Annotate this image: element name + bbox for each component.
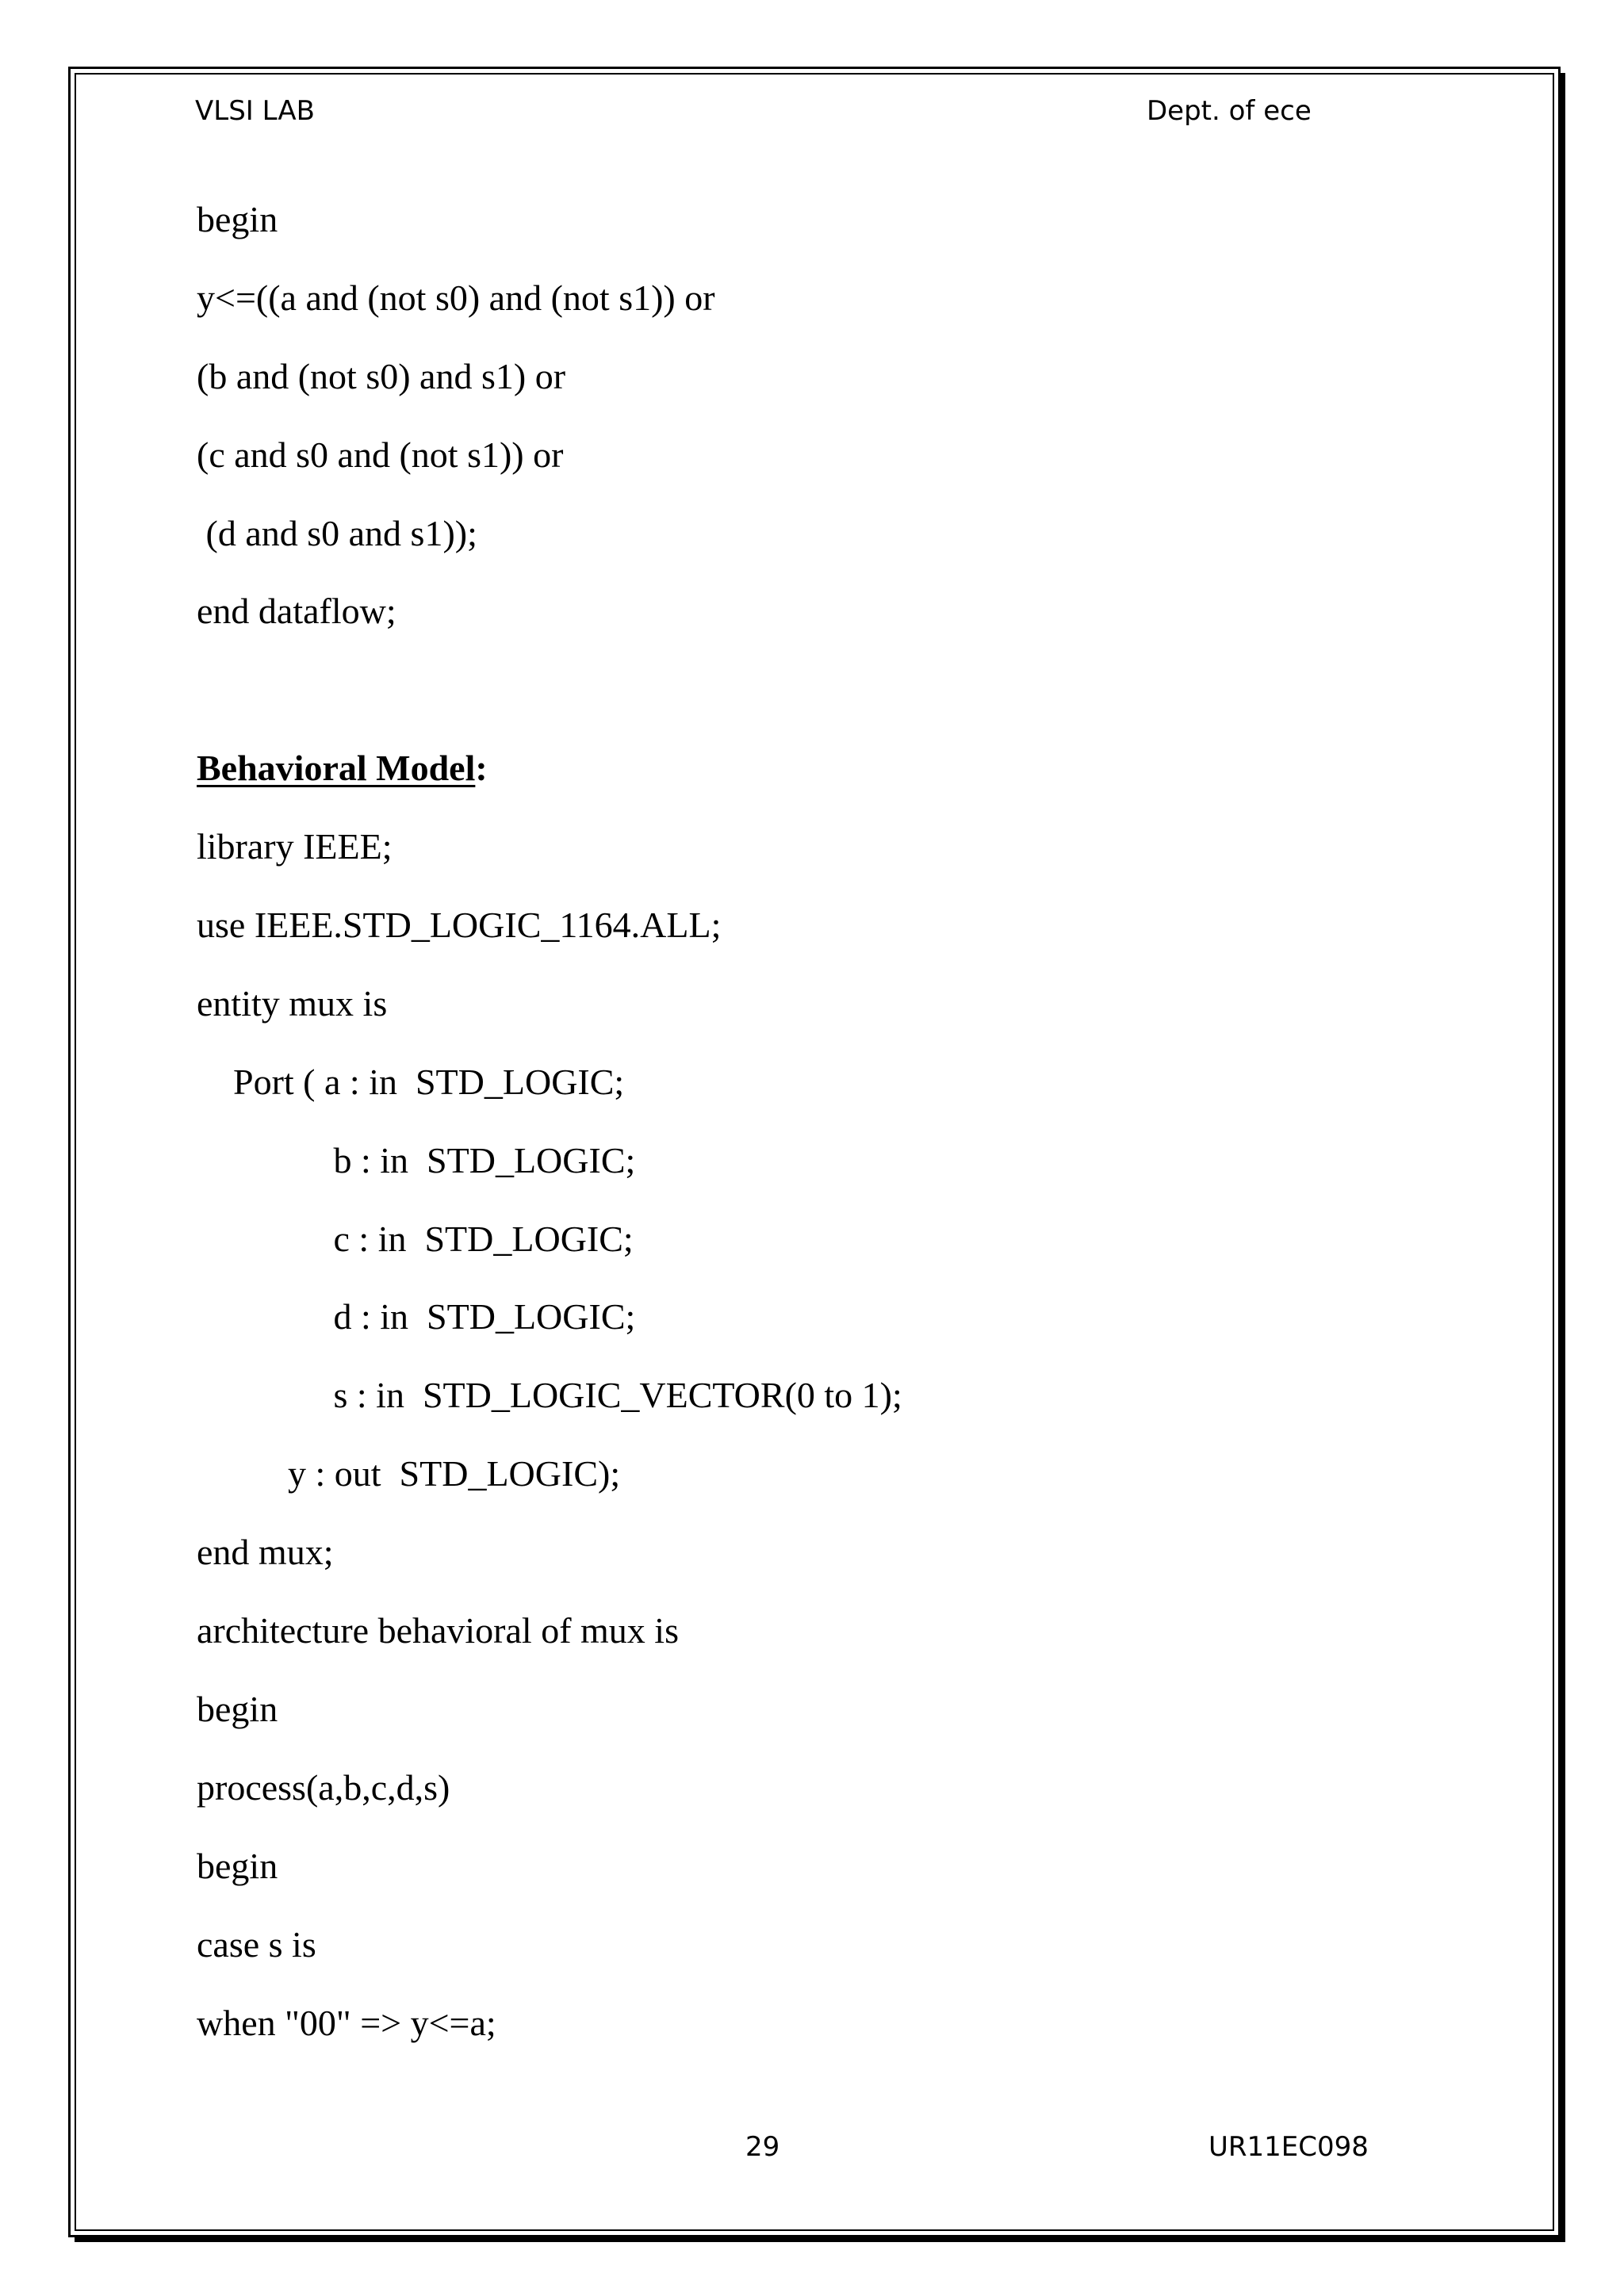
section-heading-behavioral-model — [197, 750, 488, 786]
code-line: end dataflow; — [197, 591, 396, 631]
code-line: architecture behavioral of mux is — [197, 1610, 679, 1651]
code-line: y : out STD_LOGIC); — [197, 1453, 621, 1494]
code-line: b : in STD_LOGIC; — [197, 1140, 636, 1181]
code-line: end mux; — [197, 1532, 334, 1572]
code-line: entity mux is — [197, 983, 388, 1024]
code-line: (d and s0 and s1)); — [197, 513, 477, 553]
header-department: Dept. of ece — [1147, 95, 1312, 127]
section-heading-text: Behavioral Model — [197, 748, 476, 788]
code-line: process(a,b,c,d,s) — [197, 1767, 450, 1808]
code-line: s : in STD_LOGIC_VECTOR(0 to 1); — [197, 1375, 902, 1415]
header-lab-title: VLSI LAB — [195, 95, 315, 127]
code-line: begin — [197, 1846, 278, 1886]
code-line: when "00" => y<=a; — [197, 2003, 496, 2043]
code-line: begin — [197, 1689, 278, 1729]
code-line: case s is — [197, 1924, 316, 1965]
code-line: c : in STD_LOGIC; — [197, 1219, 634, 1259]
code-line: use IEEE.STD_LOGIC_1164.ALL; — [197, 905, 722, 945]
code-line: library IEEE; — [197, 826, 393, 867]
page-border-shadow-right — [1561, 73, 1565, 2242]
code-line: y<=((a and (not s0) and (not s1)) or — [197, 277, 715, 318]
code-line: (c and s0 and (not s1)) or — [197, 434, 564, 475]
code-line: (b and (not s0) and s1) or — [197, 356, 566, 396]
footer-roll-id: UR11EC098 — [1208, 2131, 1369, 2163]
code-line: d : in STD_LOGIC; — [197, 1296, 636, 1337]
footer-page-number: 29 — [745, 2131, 780, 2163]
page-border-shadow-bottom — [75, 2237, 1565, 2242]
code-line: begin — [197, 199, 278, 239]
section-heading-colon: : — [475, 748, 488, 788]
code-line: Port ( a : in STD_LOGIC; — [197, 1062, 625, 1102]
